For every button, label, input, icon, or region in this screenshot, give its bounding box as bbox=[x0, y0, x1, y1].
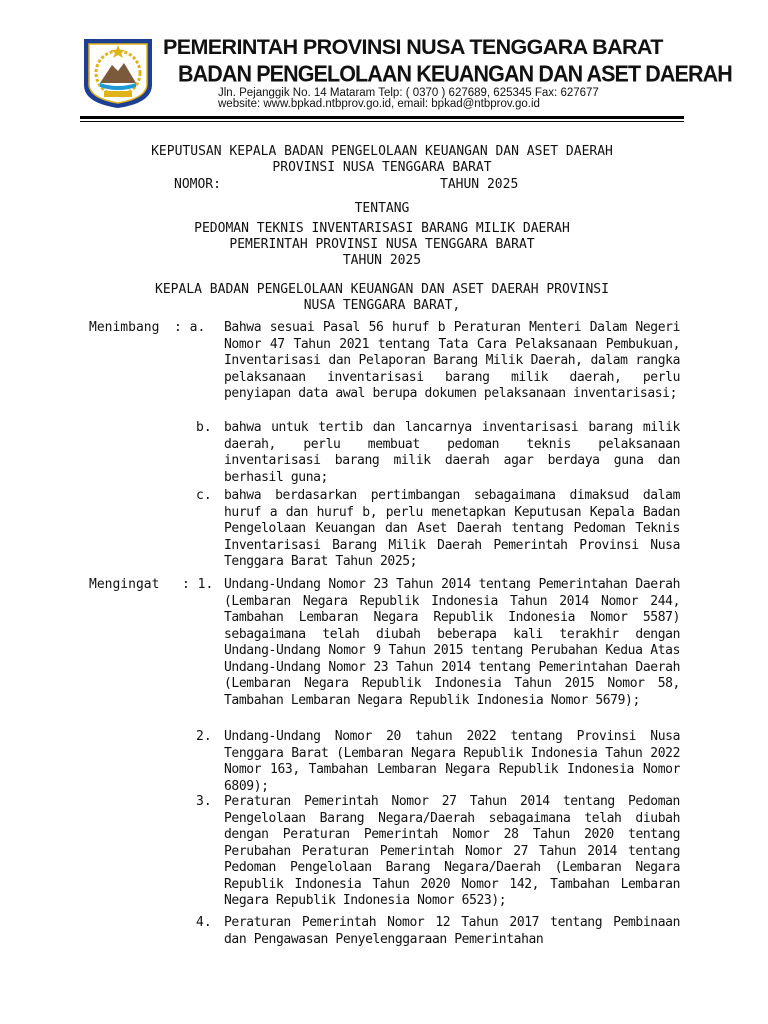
mengingat-item-mark: 4. bbox=[196, 915, 212, 930]
letterhead-agency-name: BADAN PENGELOLAAN KEUANGAN DAN ASET DAERAH bbox=[178, 61, 732, 87]
mengingat-item-mark: 3. bbox=[196, 794, 212, 809]
authority-line2: NUSA TENGGARA BARAT, bbox=[303, 298, 461, 313]
mengingat-item-mark: 2. bbox=[196, 729, 212, 744]
mengingat-item: Peraturan Pemerintah Nomor 12 Tahun 2017 tentang Pembinaan dan Pengawasan Penyelenggaraan Pemerintahan bbox=[224, 915, 680, 947]
decree-number-label: NOMOR: bbox=[174, 177, 221, 192]
letterhead-rule-thick bbox=[80, 116, 684, 119]
mengingat-item: Undang-Undang Nomor 23 Tahun 2014 tentang Pemerintahan Daerah (Lembaran Negara Republik Indonesia Tahun 2014 Nomor 244, Tambahan Lembaran Negara Republik Indonesia Nomor 5587) sebagaimana telah diubah beberapa kali terakhir dengan Undang-Undang Nomor 9 Tahun 2015 tentang Perubahan Kedua Atas Undang-Undang Nomor 23 Tahun 2014 tentang Pemerintahan Daerah (Lembaran Negara Republik Indonesia Tahun 2015 Nomor 58, Tambahan Lembaran Negara Republik Indonesia Nomor 5679); bbox=[224, 577, 680, 708]
menimbang-label: Menimbang bbox=[89, 320, 160, 335]
decree-title-line2: PROVINSI NUSA TENGGARA BARAT bbox=[272, 160, 492, 175]
mengingat-item: Peraturan Pemerintah Nomor 27 Tahun 2014 tentang Pedoman Pengelolaan Barang Negara/Daerah sebagaimana telah diubah dengan Peraturan Pemerintah Nomor 28 Tahun 2020 tentang Perubahan Peraturan Pemerintah Nomor 27 Tahun 2014 tentang Pedoman Pengelolaan Barang Negara/Daerah (Lembaran Negara Republik Indonesia Tahun 2020 Nomor 142, Tambahan Lembaran Negara Republik Indonesia Nomor 6523); bbox=[224, 794, 680, 908]
menimbang-item: bahwa berdasarkan pertimbangan sebagaimana dimaksud dalam huruf a dan huruf b, perlu menetapkan Keputusan Kepala Badan Pengelolaan Keuangan dan Aset Daerah tentang Pedoman Teknis Inventarisasi Barang Milik Daerah Pemerintah Provinsi Nusa Tenggara Barat Tahun 2025; bbox=[224, 488, 680, 569]
subject-line1: PEDOMAN TEKNIS INVENTARISASI BARANG MILIK DAERAH bbox=[194, 221, 570, 236]
mengingat-label: Mengingat bbox=[89, 577, 160, 592]
decree-year-label: TAHUN 2025 bbox=[440, 177, 519, 192]
authority-line1: KEPALA BADAN PENGELOLAAN KEUANGAN DAN ASET DAERAH PROVINSI bbox=[155, 282, 609, 297]
menimbang-item: Bahwa sesuai Pasal 56 huruf b Peraturan Menteri Dalam Negeri Nomor 47 Tahun 2021 tentang Tata Cara Pelaksanaan Pembukuan, Inventarisasi dan Pelaporan Barang Milik Daerah, dalam rangka pelaksanaan inventarisasi barang milik daerah, perlu penyiapan data awal berupa dokumen pelaksanaan inventarisasi; bbox=[224, 320, 680, 401]
menimbang-item-mark: c. bbox=[196, 488, 212, 503]
subject-line3: TAHUN 2025 bbox=[342, 253, 422, 268]
ntb-province-emblem-icon bbox=[80, 37, 156, 109]
tentang-heading: TENTANG bbox=[354, 201, 410, 216]
mengingat-item: Undang-Undang Nomor 20 tahun 2022 tentang Provinsi Nusa Tenggara Barat (Lembaran Negara Republik Indonesia Tahun 2022 Nomor 163, Tambahan Lembaran Negara Republik Indonesia Nomor 6809); bbox=[224, 729, 680, 794]
menimbang-item: bahwa untuk tertib dan lancarnya inventarisasi barang milik daerah, perlu membuat pedoman teknis pelaksanaan inventarisasi barang milik daerah agar berdaya guna dan berhasil guna; bbox=[224, 420, 680, 485]
letterhead-rule-thin bbox=[80, 121, 684, 122]
subject-line2: PEMERINTAH PROVINSI NUSA TENGGARA BARAT bbox=[229, 237, 535, 252]
menimbang-item-mark: : a. bbox=[174, 320, 206, 335]
letterhead-contact: website: www.bpkad.ntbprov.go.id, email: bpkad@ntbprov.go.id bbox=[218, 98, 540, 110]
decree-title-line1: KEPUTUSAN KEPALA BADAN PENGELOLAAN KEUANGAN DAN ASET DAERAH bbox=[151, 144, 613, 159]
menimbang-item-mark: b. bbox=[196, 420, 212, 435]
letterhead-address: Jln. Pejanggik No. 14 Mataram Telp: ( 0370 ) 627689, 625345 Fax: 627677 bbox=[218, 87, 599, 99]
mengingat-item-mark: : 1. bbox=[182, 577, 214, 592]
letterhead-government-name: PEMERINTAH PROVINSI NUSA TENGGARA BARAT bbox=[163, 35, 663, 59]
